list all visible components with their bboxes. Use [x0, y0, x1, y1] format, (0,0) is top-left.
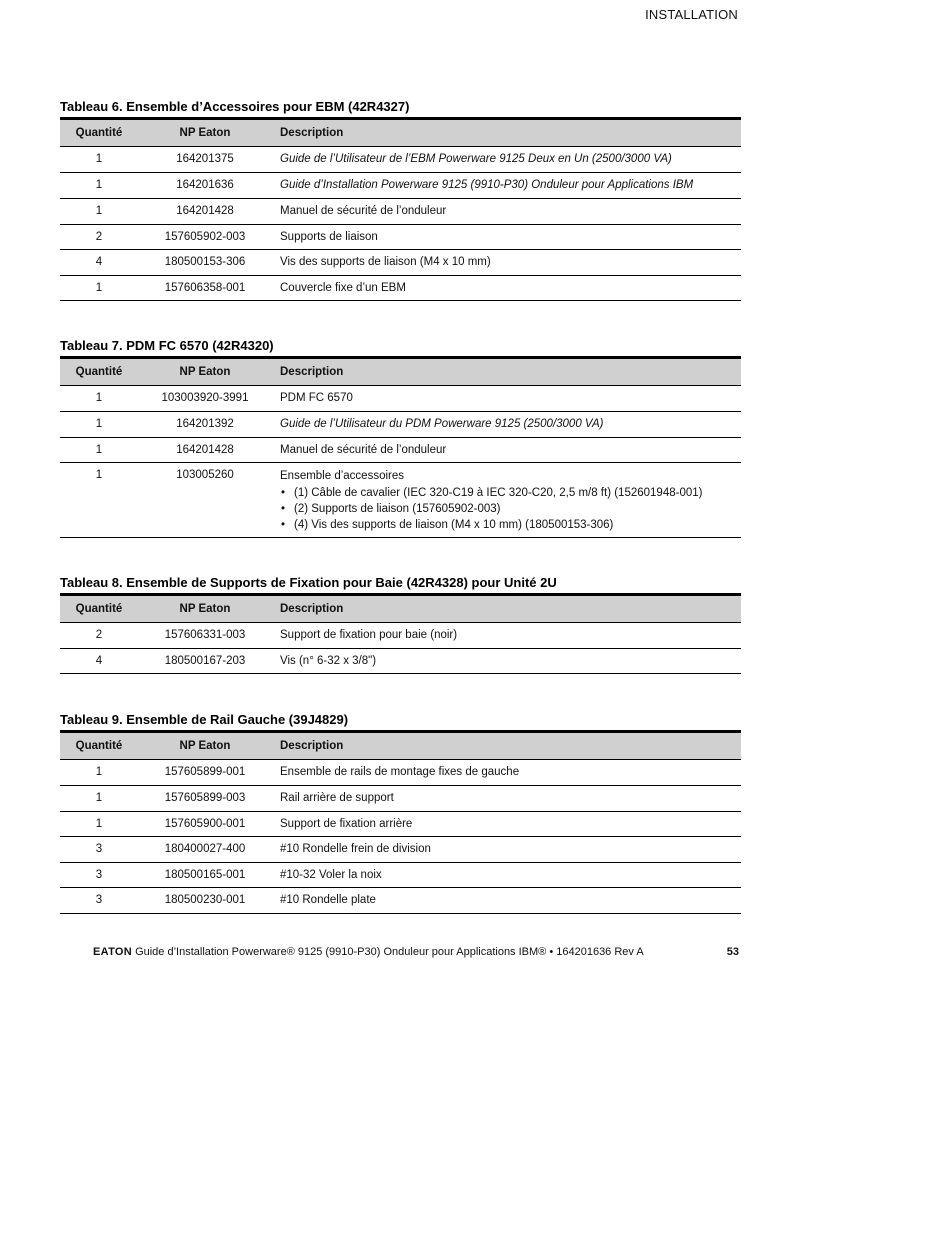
col-desc: Description: [280, 127, 344, 139]
table-header: Quantité NP Eaton Description: [60, 596, 741, 623]
table-row: 1 164201392 Guide de l’Utilisateur du PDM Powerware 9125 (2500/3000 VA): [60, 412, 741, 438]
table-row: 1 157605899-001 Ensemble de rails de montage fixes de gauche: [60, 760, 741, 786]
col-part: NP Eaton: [179, 127, 231, 139]
col-qty: Quantité: [75, 127, 123, 139]
list-item: • (1) Câble de cavalier (IEC 320-C19 à IEC 320-C20, 2,5 m/8 ft) (152601948-001): [294, 485, 741, 501]
table-row: 3 180500230-001 #10 Rondelle plate: [60, 888, 741, 914]
table-row: 1 164201428 Manuel de sécurité de l’onduleur: [60, 199, 741, 225]
page-number: 53: [726, 946, 739, 958]
table-row: 2 157606331-003 Support de fixation pour baie (noir): [60, 623, 741, 649]
section-header: INSTALLATION: [645, 7, 738, 22]
table-row: 1 157605900-001 Support de fixation arrière: [60, 812, 741, 837]
footer-text: Guide d’Installation Powerware® 9125 (9910-P30) Onduleur pour Applications IBM® • 164201636 Rev A: [135, 946, 644, 958]
page-footer: [93, 946, 739, 958]
table-row: 4 180500153-306 Vis des supports de liaison (M4 x 10 mm): [60, 250, 741, 276]
table-row: 1 157605899-003 Rail arrière de support: [60, 786, 741, 812]
table-row: 1 164201428 Manuel de sécurité de l’onduleur: [60, 438, 741, 463]
table-row: 3 180400027-400 #10 Rondelle frein de division: [60, 837, 741, 863]
table-header: Quantité NP Eaton Description: [60, 733, 741, 760]
table-row: 1 164201375 Guide de l’Utilisateur de l’EBM Powerware 9125 Deux en Un (2500/3000 VA): [60, 147, 741, 173]
table-row: 1 164201636 Guide d’Installation Powerware 9125 (9910-P30) Onduleur pour Applications IBM: [60, 173, 741, 199]
footer-brand: EATON: [93, 946, 132, 958]
table-9-title: Tableau 9. Ensemble de Rail Gauche (39J4829): [60, 712, 349, 727]
table-header: [60, 120, 741, 147]
table-6: [60, 117, 741, 301]
table-row: 1 103005260 Ensemble d’accessoires • (1) Câble de cavalier (IEC 320-C19 à IEC 320-C20, 2,5 m/8 ft) (152601948-001) • (2) Supports de liaison (157605902-003) • (4) Vis des supports de liaison (M4 x 10 mm) (180500153-306): [60, 463, 741, 538]
table-row: 1 157606358-001 Couvercle fixe d’un EBM: [60, 276, 741, 301]
table-row: 1 103003920-3991 PDM FC 6570: [60, 386, 741, 412]
list-item: • (2) Supports de liaison (157605902-003): [294, 501, 741, 517]
table-7-title: Tableau 7. PDM FC 6570 (42R4320): [60, 338, 274, 353]
table-9: [60, 730, 741, 914]
list-item: • (4) Vis des supports de liaison (M4 x 10 mm) (180500153-306): [294, 517, 741, 533]
table-8-title: Tableau 8. Ensemble de Supports de Fixation pour Baie (42R4328) pour Unité 2U: [60, 575, 557, 590]
table-7: [60, 356, 741, 538]
table-row: 4 180500167-203 Vis (n° 6-32 x 3/8"): [60, 649, 741, 674]
accessory-list: [280, 485, 741, 533]
table-6-title: Tableau 6. Ensemble d’Accessoires pour EBM (42R4327): [60, 99, 410, 114]
table-row: 3 180500165-001 #10-32 Voler la noix: [60, 863, 741, 888]
table-row: 2 157605902-003 Supports de liaison: [60, 225, 741, 250]
table-header: Quantité NP Eaton Description: [60, 359, 741, 386]
table-8: [60, 593, 741, 674]
